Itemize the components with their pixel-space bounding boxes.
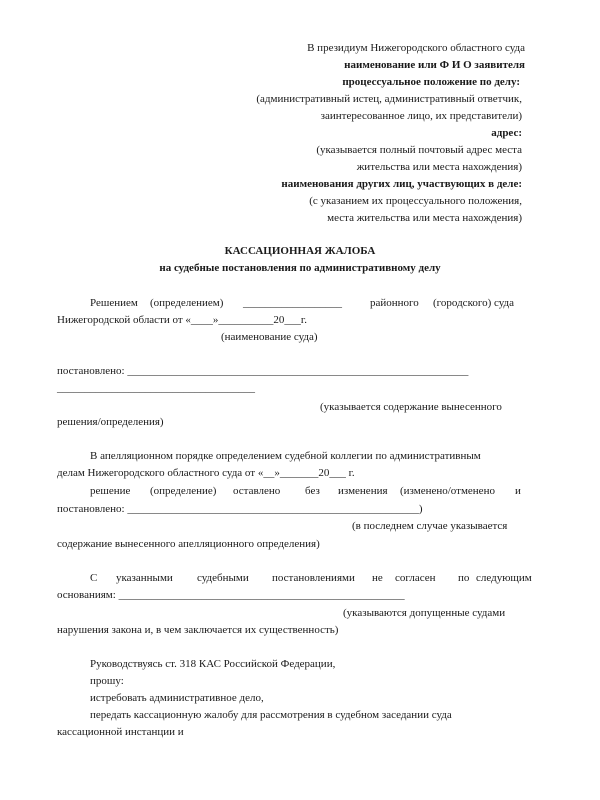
p2-line-2: ____________________________________ (57, 382, 255, 394)
p5-line-5: кассационной инстанции и (57, 726, 184, 738)
header-address-label: адрес: (491, 127, 522, 139)
p2-note-2: решения/определения) (57, 416, 164, 428)
p4-word-4: постановлениями (272, 572, 355, 584)
p4-line-2: основаниям: ____________________________________________________ (57, 589, 405, 601)
p2-note-1: (указывается содержание вынесенного (320, 401, 502, 413)
header-applicant-name: наименование или Ф И О заявителя (344, 59, 525, 71)
p3-word-4: без (305, 485, 320, 497)
p5-line-1: Руководствуясь ст. 318 КАС Российской Федерации, (90, 658, 336, 670)
header-others-note-2: места жительства или места нахождения) (327, 212, 522, 224)
p4-word-1: С (90, 572, 98, 584)
p3-word-1: решение (90, 485, 131, 497)
p1-line-2: Нижегородской области от «____»__________20___г. (57, 314, 307, 326)
header-others-note-1: (с указанием их процессуального положения, (309, 195, 522, 207)
p3-note-1: (в последнем случае указывается (352, 520, 508, 532)
p4-word-6: согласен (395, 572, 436, 584)
p5-line-4: передать кассационную жалобу для рассмотрения в судебном заседании суда (90, 709, 452, 721)
p5-line-3: истребовать административное дело, (90, 692, 264, 704)
p1-word-2: (определением) (150, 297, 224, 309)
p4-word-3: судебными (197, 572, 249, 584)
p3-word-2: (определение) (150, 485, 217, 497)
p5-line-2: прошу: (90, 675, 124, 687)
p1-note: (наименование суда) (221, 331, 318, 343)
document-title: КАССАЦИОННАЯ ЖАЛОБА (224, 245, 376, 257)
header-address-note-1: (указывается полный почтовый адрес места (316, 144, 522, 156)
p4-word-8: следующим (476, 572, 532, 584)
p4-word-2: указанными (116, 572, 173, 584)
header-others-label: наименования других лиц, участвующих в деле: (281, 178, 522, 190)
p1-word-4: (городского) суда (433, 297, 515, 309)
p3-note-2: содержание вынесенного апелляционного определения) (57, 538, 320, 550)
p3-word-6: (изменено/отменено (400, 485, 495, 497)
p1-word-1: Решением (90, 297, 138, 309)
p3-line-1: В апелляционном порядке определением судебной коллегии по административным (90, 450, 481, 462)
header-procedural-note-2: заинтересованное лицо, их представители) (320, 110, 522, 122)
header-procedural-position: процессуальное положение по делу: (342, 76, 520, 88)
p4-word-7: по (458, 572, 470, 584)
p4-note-2: нарушения закона и, в чем заключается их существенность) (57, 624, 339, 636)
header-to: В президиум Нижегородского областного суда (307, 42, 525, 54)
p1-blank: __________________ (243, 297, 342, 309)
header-address-note-2: жительства или места нахождения) (356, 161, 522, 173)
p3-word-7: и (515, 485, 521, 497)
header-procedural-note-1: (административный истец, административный ответчик, (256, 93, 522, 105)
p3-line-4: постановлено: _____________________________________________________) (57, 503, 423, 515)
p4-word-5: не (372, 572, 383, 584)
p2-line-1: постановлено: ______________________________________________________________ (57, 365, 469, 377)
p4-note-1: (указываются допущенные судами (343, 607, 506, 619)
p3-word-3: оставлено (233, 485, 281, 497)
document-subtitle: на судебные постановления по административному делу (159, 262, 441, 274)
p3-line-2: делам Нижегородского областного суда от «__»_______20___ г. (57, 467, 355, 479)
p3-word-5: изменения (338, 485, 388, 497)
p1-word-3: районного (370, 297, 419, 309)
